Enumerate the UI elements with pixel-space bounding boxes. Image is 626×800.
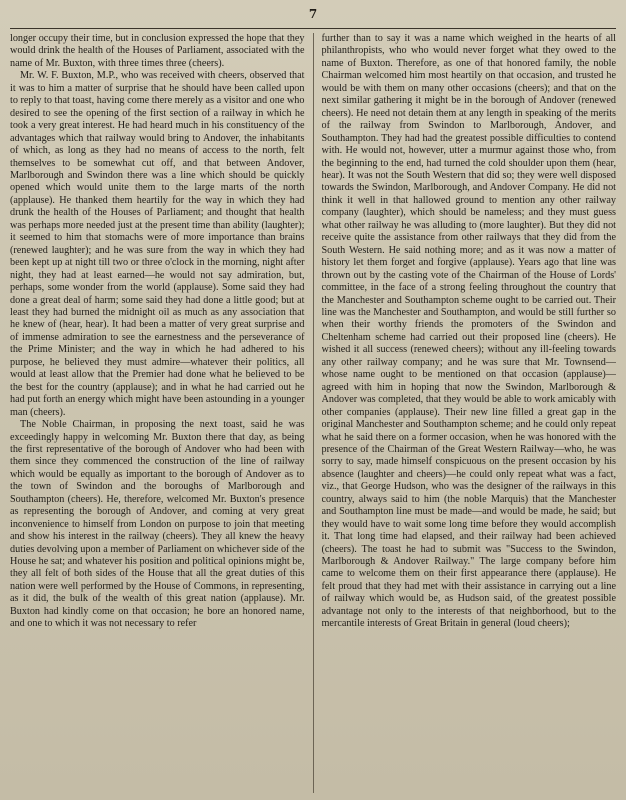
paragraph: further than to say it was a name which weighed in the hearts of all philanthropists, who who would never forget what they owed to the name of Buxton. Therefore, as one of that honored family, the noble Chairman welcomed him most heartily on that occasion, and trusted he would be with them on many other occasions (cheers); and that on the next similar gathering it might be in the borough of Andover (renewed cheers). He need not detain them at any length in speaking of the merits of the railway from Swindon to Marlborough, Andover, and Southampton. They had had the greatest possible difficulties to contend with. He would not, however, utter a murmur against those who, from the beginning to the end, had turned the cold shoulder upon them (hear, hear). It was not the South Western that did so; they were well disposed towards the Swindon, Marlborough, and Andover Company. He did not think it well in that hallowed ground to mention any other railway company (laughter), which should be nameless; and they must guess what other railway he was alluding to (more laughter). But they did not receive quite the assistance from other railways that they did from the South Western. He said nothing more; and as it was now a matter of history let them forget and forgive (applause). Years ago that line was thrown out by the casting vote of the Chairman of the House of Lords' committee, in the face of a strong feeling throughout the country that the Manchester and Southampton scheme ought to be carried out. Their line was the Manchester and Southampton, and would be still further so when their worthy friends the promoters of the Swindon and Cheltenham scheme had carried out their proposed line (cheers). He wished it all success (renewed cheers); without any ill-feeling towards any other railway company; and he was sure that Mr. Townsend—whose name ought to be mentioned on that occasion (applause)—agreed with him in hoping that now the Swindon, Marlborough & Andover was completed, that they would be able to work amicably with other companies (applause). Their new line filled a great gap in the original Manchester and Southampton scheme; and he could only repeat what he said there on a former occasion, when he was honored with the presence of the Chairman of the Great Western Railway—who, he was sorry to say, made himself conspicuous on the present occasion by his absence (laughter and cheers)—he could only repeat what was a fact, viz., that George Hudson, who was the designer of the railways in this country, always said to him (the noble Marquis) that the Manchester and Southampton line must be made—and would be made, he said; but they would have to wait some long time before they would accomplish it. That long time had elapsed, and their railway had been achieved (cheers). The toast he had to submit was "Success to the Swindon, Marlborough & Andover Railway." The large company before him came to welcome them on their first appearance there (applause). He felt proud that they had met with their assistance in carrying out a line of railway which would be, as Hudson said, of the greatest possible advantage not only to the interests of that neighborhood, but to the mercantile interests of Great Britain in general (loud cheers); bbox=[321, 33, 616, 630]
paragraph: Mr. W. F. Buxton, M.P., who was received with cheers, observed that it was to him a matter of surprise that he should have been called upon to reply to that toast, having come there merely as a visitor and one who desired to see the opening of the first section of a railway in which he took a very great interest. He had heard much in his constituency of the advantages which that railway would bring to Andover, the inhabitants of which, as long as they had no means of access to the north, felt themselves to be somewhat cut off, and that between Andover, Marlborough and Swindon there was a line which should be quickly opened which would unite them to the large marts of the north (applause). He thanked them heartily for the way in which they had drunk the health of the Houses of Parliament; and thought that health was perhaps more needed just at the present time than ability (laughter); it seemed to him that stomachs were of more importance than brains (renewed laughter); and he was sure from the way in which they had been kept up at night till two or three o'clock in the morning, night after night, they had at least earned—he would not say admiration, but, perhaps, some wonder from the world (applause). Some said they had done a great deal of harm; some said they had done a little good; but at least they had burned the midnight oil as much as any association that he knew of (hear, hear). It had been a matter of very great surprise and of immense admiration to see the earnestness and the perseverance of the Prime Minister; and the way in which he had adhered to his purpose, he believed they must admire—whatever their politics, all would at least allow that the Premier had done what he believed to be the best for the country (applause); and in what he had carried out he had put forth an energy which might have been astounding in a younger man (cheers). bbox=[10, 70, 305, 418]
paragraph: longer occupy their time, but in conclusion expressed the hope that they would drink the health of the Houses of Parliament, associated with the name of Mr. Buxton, with three times three (cheers). bbox=[10, 33, 305, 69]
header-rule bbox=[10, 28, 616, 29]
paragraph: The Noble Chairman, in proposing the next toast, said he was exceedingly happy in welcoming Mr. Buxton there that day, as being the first representative of the borough of Andover who had been with them since they commenced the construction of the line of railway which would be equally as important to the borough of Andover as to the town of Swindon and the boroughs of Marlborough and Southampton (cheers). He, therefore, welcomed Mr. Buxton's presence as representing the borough of Andover, and coming at very great inconvenience to himself from London on purpose to join that meeting and show his interest in the railway (cheers). They all knew the heavy duties devolving upon a member of Parliament on whichever side of the House he sat; and whatever his position and political opinions might be, they all felt of both sides of the House that all the great duties of this nation were well performed by the House of Commons, in representing, as it did, the bulk of the wealth of this great nation (applause). Mr. Buxton had kindly come on that occasion; he bore an honored name, and one to which it was not necessary to refer bbox=[10, 419, 305, 630]
column-divider bbox=[313, 33, 314, 793]
page-number: 7 bbox=[308, 7, 318, 21]
right-column bbox=[322, 33, 617, 793]
left-column bbox=[10, 33, 305, 793]
article-columns bbox=[10, 33, 616, 793]
